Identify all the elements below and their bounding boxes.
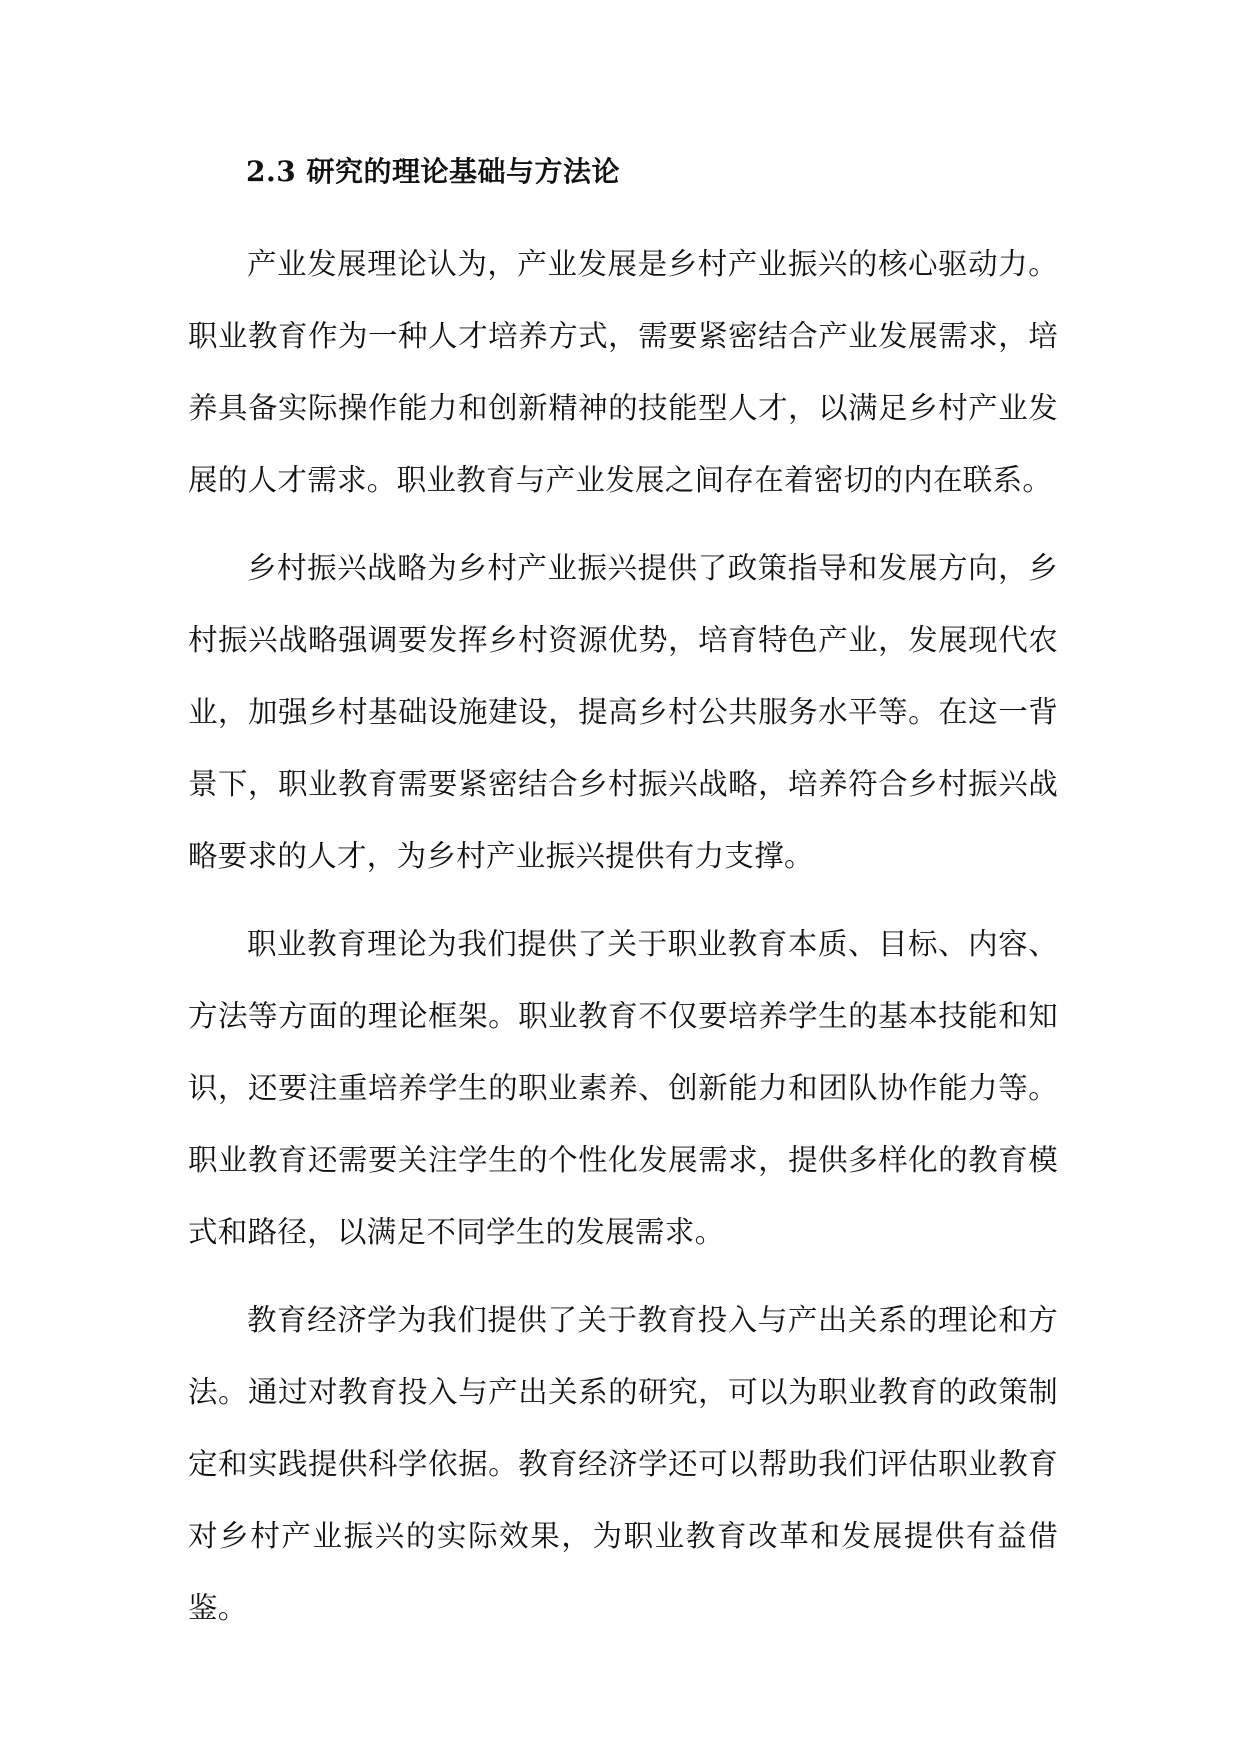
section-heading: 2.3 研究的理论基础与方法论 [246,155,620,188]
paragraph-vocational-education-theory: 职业教育理论为我们提供了关于职业教育本质、目标、内容、方法等方面的理论框架。职业教育不仅要培养学生的基本技能和知识，还要注重培养学生的职业素养、创新能力和团队协作能力等。职业教育还需要关注学生的个性化发展需求，提供多样化的教育模式和路径，以满足不同学生的发展需求。 [188,927,1058,1249]
paragraph-rural-revitalization-strategy: 乡村振兴战略为乡村产业振兴提供了政策指导和发展方向，乡村振兴战略强调要发挥乡村资源优势，培育特色产业，发展现代农业，加强乡村基础设施建设，提高乡村公共服务水平等。在这一背景下，职业教育需要紧密结合乡村振兴战略，培养符合乡村振兴战略要求的人才，为乡村产业振兴提供有力支撑。 [188,551,1058,873]
paragraph-industry-development-theory: 产业发展理论认为，产业发展是乡村产业振兴的核心驱动力。职业教育作为一种人才培养方式，需要紧密结合产业发展需求，培养具备实际操作能力和创新精神的技能型人才，以满足乡村产业发展的人才需求。职业教育与产业发展之间存在着密切的内在联系。 [188,247,1058,497]
paragraph-education-economics: 教育经济学为我们提供了关于教育投入与产出关系的理论和方法。通过对教育投入与产出关系的研究，可以为职业教育的政策制定和实践提供科学依据。教育经济学还可以帮助我们评估职业教育对乡村产业振兴的实际效果，为职业教育改革和发展提供有益借鉴。 [188,1303,1058,1625]
document-body [188,152,1058,1644]
